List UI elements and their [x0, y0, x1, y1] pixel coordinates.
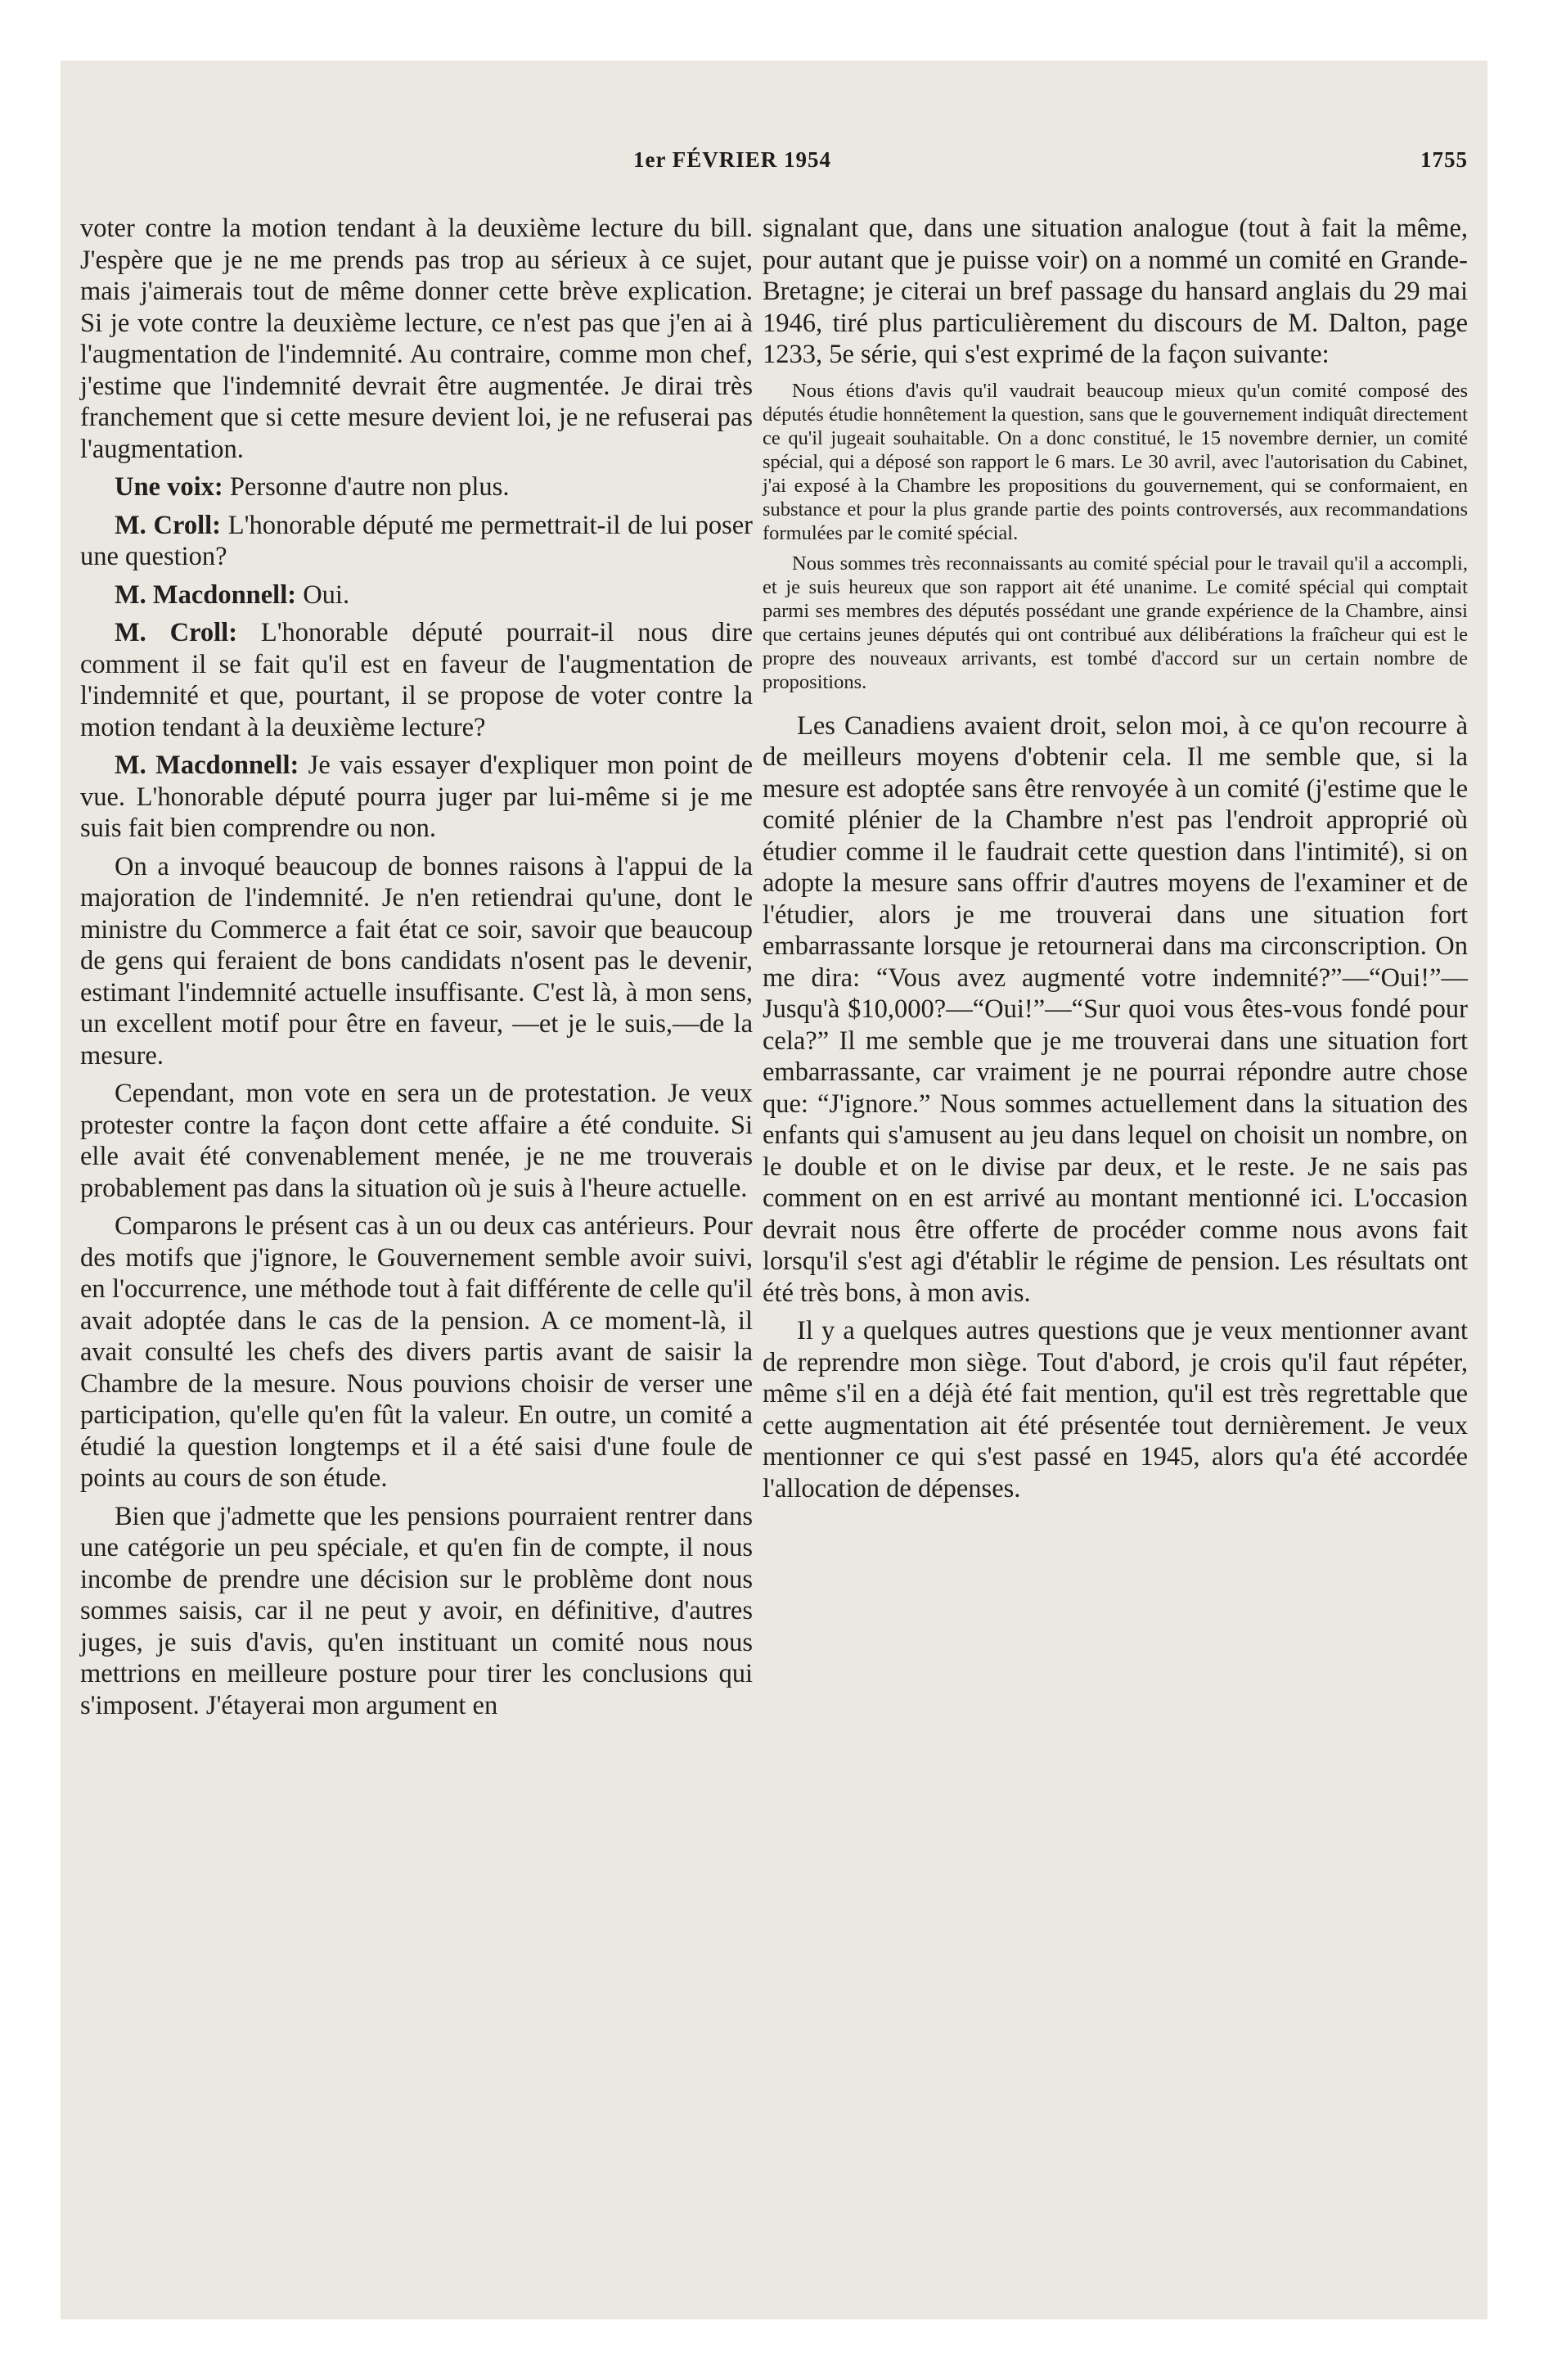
right-column [763, 213, 1468, 1511]
header-date: 1er FÉVRIER 1954 [633, 147, 831, 172]
paragraph: Il y a quelques autres questions que je veux mentionner avant de reprendre mon siège. Tout d'abord, je crois qu'il faut répéter, même s'il en a déjà été fait mention, qu'il est très regrettable que cette augmentation ait été présentée tout dernièrement. Je veux mentionner ce qui s'est passé en 1945, alors qu'a été accordée l'allocation de dépenses. [763, 1316, 1468, 1503]
speaker-name: M. Croll: [115, 618, 238, 647]
paragraph: Comparons le présent cas à un ou deux cas antérieurs. Pour des motifs que j'ignore, le Gouvernement semble avoir suivi, en l'occurrence, une méthode tout à fait différente de celle qu'il avait adoptée dans le cas de la pension. A ce moment-là, il avait consulté les chefs des divers partis avant de saisir la Chambre de la mesure. Nous pouvions choisir de verser une participation, qu'elle qu'en fût la valeur. En outre, un comité a étudié la question longtemps et il a été saisi d'une foule de points au cours de son étude. [80, 1211, 753, 1493]
page-header [61, 147, 1487, 183]
speaker-name: M. Croll: [115, 510, 221, 540]
speech-paragraph: Une voix: Personne d'autre non plus. [115, 472, 510, 502]
speech-paragraph: M. Macdonnell: Oui. [115, 579, 350, 610]
speaker-name: M. Macdonnell: [115, 579, 297, 610]
left-column [80, 213, 753, 1728]
speaker-name: Une voix: [115, 472, 223, 502]
paragraph: Cependant, mon vote en sera un de protestation. Je veux protester contre la façon dont cette affaire a été conduite. Si elle avait été convenablement menée, je ne me trouverais probablement pas dans la situation où je suis à l'heure actuelle. [80, 1079, 753, 1203]
document-page [61, 61, 1487, 2319]
paragraph: Bien que j'admette que les pensions pourraient rentrer dans une catégorie un peu spéciale, et qu'en fin de compte, il nous incombe de prendre une décision sur le problème dont nous sommes saisis, car il ne peut y avoir, en définitive, d'autres juges, je suis d'avis, qu'en instituant un comité nous nous mettrions en meilleure posture pour tirer les conclusions qui s'imposent. J'étayerai mon argument en [80, 1501, 753, 1720]
quoted-passage: Nous sommes très reconnaissants au comité spécial pour le travail qu'il a accompli, et je suis heureux que son rapport ait été unanime. Le comité spécial qui comptait parmi ses membres des députés possédant une grande expérience de la Chambre, ainsi que certains jeunes députés qui ont contribué aux délibérations la fraîcheur qui est le propre des nouveaux arrivants, est tombé d'accord sur un certain nombre de propositions. [763, 552, 1468, 693]
paragraph: signalant que, dans une situation analogue (tout à fait la même, pour autant que je puisse voir) on a nommé un comité en Grande-Bretagne; je citerai un bref passage du hansard anglais du 29 mai 1946, tiré plus particulièrement du discours de M. Dalton, page 1233, 5e série, qui s'est exprimé de la façon suivante: [763, 214, 1468, 369]
paragraph: Les Canadiens avaient droit, selon moi, à ce qu'on recourre à de meilleurs moyens d'obtenir cela. Il me semble que, si la mesure est adoptée sans être renvoyée à un comité (j'estime que le comité plénier de la Chambre n'est pas l'endroit approprié où étudier comme il le faudrait cette question dans l'intimité), si on adopte la mesure sans offrir d'autres moyens de l'examiner et de l'étudier, alors je me trouverai dans une situation fort embarrassante lorsque je retournerai dans ma circonscription. On me dira: “Vous avez augmenté votre indemnité?”—“Oui!”—Jusqu'à $10,000?—“Oui!”—“Sur quoi vous êtes-vous fondé pour cela?” Il me semble que je me trouverai dans une situation fort embarrassante, car vraiment je ne pourrai répondre autre chose que: “J'ignore.” Nous sommes actuellement dans la situation des enfants qui s'amusent au jeu dans lequel on choisit un nombre, on le double et on le divise par deux, et le reste. Je ne sais pas comment on en est arrivé au montant mentionné ici. L'occasion devrait nous être offerte de procéder comme nous avons fait lorsqu'il s'est agi d'établir le régime de pension. Les résultats ont été très bons, à mon avis. [763, 710, 1468, 1308]
paragraph: voter contre la motion tendant à la deuxième lecture du bill. J'espère que je ne me prends pas trop au sérieux à ce sujet, mais j'aimerais tout de même donner cette brève explication. Si je vote contre la deuxième lecture, ce n'est pas que j'en ai à l'augmentation de l'indemnité. Au contraire, comme mon chef, j'estime que l'indemnité devrait être augmentée. Je dirai très franchement que si cette mesure devient loi, je ne refuserai pas l'augmentation. [80, 214, 753, 464]
speech-paragraph: M. Croll: L'honorable député pourrait-il nous dire comment il se fait qu'il est en faveur de l'augmentation de l'indemnité et que, pourtant, il se propose de voter contre la motion tendant à la deuxième lecture? [80, 618, 753, 742]
page-number: 1755 [1420, 147, 1468, 172]
paragraph: On a invoqué beaucoup de bonnes raisons à l'appui de la majoration de l'indemnité. Je n'en retiendrai qu'une, dont le ministre du Commerce a fait état ce soir, savoir que beaucoup de gens qui feraient de bons candidats n'osent pas le devenir, estimant l'indemnité actuelle insuffisante. C'est là, à mon sens, un excellent motif pour être en faveur, —et je le suis,—de la mesure. [80, 851, 753, 1071]
speech-paragraph: M. Croll: L'honorable député me permettrait-il de lui poser une question? [80, 510, 754, 571]
speech-paragraph: M. Macdonnell: Je vais essayer d'expliquer mon point de vue. L'honorable député pourra juger par lui-même si je me suis fait bien comprendre ou non. [80, 751, 754, 843]
speaker-name: M. Macdonnell: [115, 751, 299, 780]
quoted-passage: Nous étions d'avis qu'il vaudrait beaucoup mieux qu'un comité composé des députés étudie honnêtement la question, sans que le gouvernement indiquât directement ce qu'il jugeait souhaitable. On a donc constitué, le 15 novembre dernier, un comité spécial, qui a déposé son rapport le 6 mars. Le 30 avril, avec l'autorisation du Cabinet, j'ai exposé à la Chambre les propositions du gouvernement, qui se conformaient, en substance et pour la plus grande partie des points controversés, aux recommandations formulées par le comité spécial. [763, 379, 1468, 544]
